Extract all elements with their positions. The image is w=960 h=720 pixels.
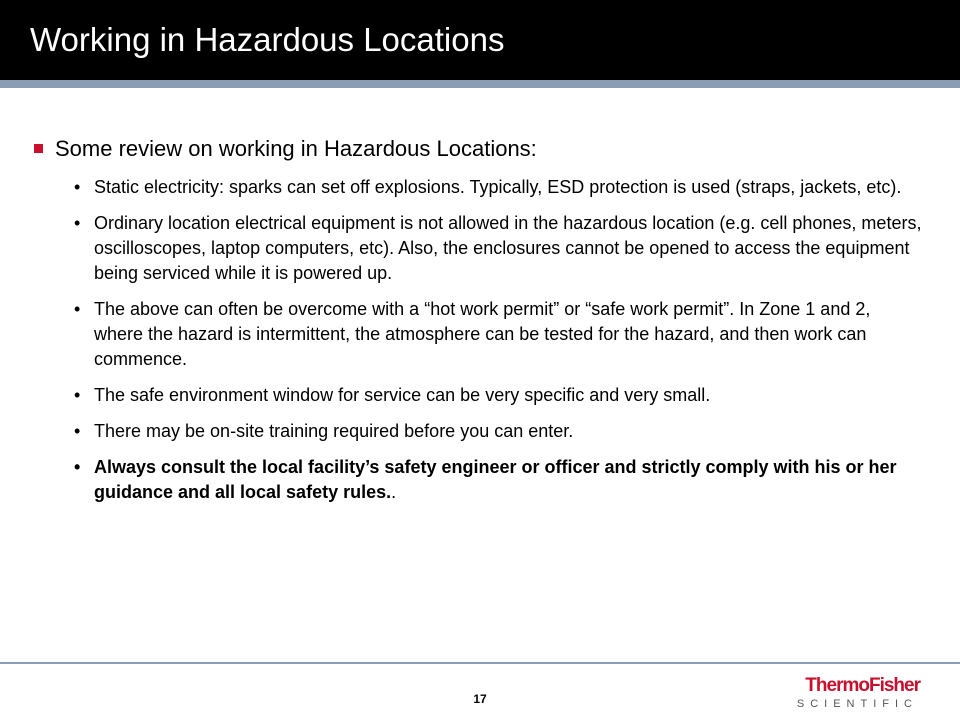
bullet-item (74, 297, 924, 372)
bullet-dot-icon: • (74, 299, 81, 319)
bullet-item (74, 383, 924, 408)
footer-divider (0, 662, 960, 664)
bullet-dot-icon: • (74, 177, 81, 197)
square-bullet-icon (34, 144, 43, 153)
thermo-fisher-logo (780, 675, 940, 715)
bullet-text: Static electricity: sparks can set off explosions. Typically, ESD protection is used (straps, jackets, etc). (94, 177, 902, 197)
bullet-item (74, 211, 924, 286)
main-point-text: Some review on working in Hazardous Locations: (55, 136, 537, 161)
bullet-list (74, 175, 924, 516)
bullet-dot-icon: • (74, 457, 81, 477)
bullet-item-safety-warning (74, 455, 924, 505)
page-number: 17 (473, 692, 487, 706)
bullet-text: The safe environment window for service can be very specific and very small. (94, 385, 711, 405)
logo-brand-text: ThermoFisher (805, 675, 920, 696)
bullet-text: There may be on-site training required before you can enter. (94, 421, 574, 441)
final-period: . (391, 482, 397, 502)
bullet-text: Ordinary location electrical equipment is not allowed in the hazardous location (e.g. cell phones, meters, oscilloscopes, laptop computers, etc). Also, the enclosures cannot be opened to access the equipment being serviced while it is powered up. (94, 213, 922, 283)
bullet-text: Always consult the local facility’s safety engineer or officer and strictly comply with his or her guidance and all local safety rules. (94, 457, 897, 502)
slide-title: Working in Hazardous Locations (30, 21, 505, 58)
bullet-item (74, 419, 924, 444)
bullet-text: The above can often be overcome with a “hot work permit” or “safe work permit”. In Zone 1 and 2, where the hazard is intermittent, the atmosphere can be tested for the hazard, and then work can commence. (94, 299, 871, 369)
bullet-item (74, 175, 924, 200)
bullet-dot-icon: • (74, 421, 81, 441)
bullet-dot-icon: • (74, 213, 81, 233)
logo-sub-text: SCIENTIFIC (796, 698, 918, 710)
bullet-dot-icon: • (74, 385, 81, 405)
